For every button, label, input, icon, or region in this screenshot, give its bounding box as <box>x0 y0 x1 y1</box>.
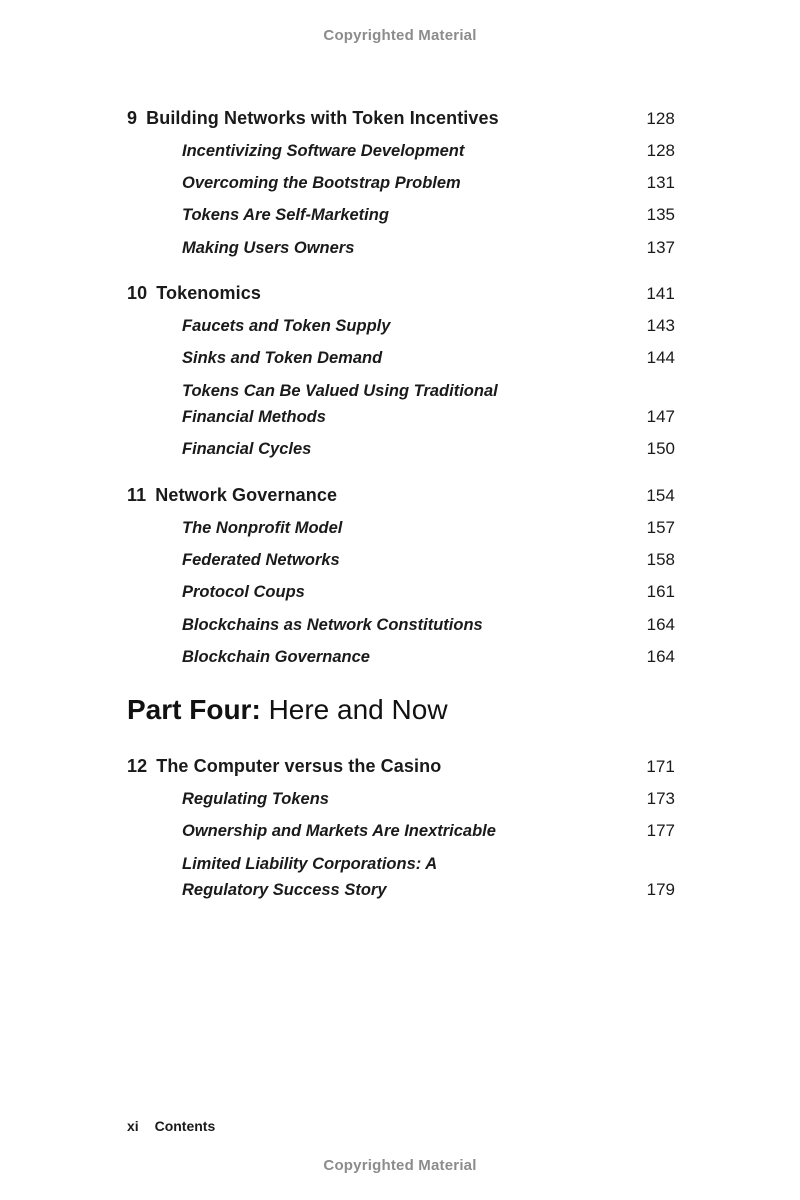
section-title: Limited Liability Corporations: A Regulatory Success Story <box>182 854 437 900</box>
section-title: Blockchain Governance <box>182 647 370 666</box>
section-title: Incentivizing Software Development <box>182 141 465 160</box>
chapter-heading-row <box>127 104 675 132</box>
section-title: Regulating Tokens <box>182 790 329 809</box>
section-row <box>182 515 675 542</box>
section-row <box>182 786 675 813</box>
page-footer <box>127 1118 215 1134</box>
section-title: Federated Networks <box>182 550 340 569</box>
section-row <box>182 235 675 262</box>
chapter-entry <box>127 481 675 670</box>
chapter-title: The Computer versus the Casino <box>156 756 442 777</box>
section-title: Financial Cycles <box>182 440 312 459</box>
chapter-heading <box>127 481 337 509</box>
section-title: Tokens Are Self-Marketing <box>182 206 389 225</box>
section-row <box>182 579 675 606</box>
chapter-heading <box>127 752 441 780</box>
chapter-entry <box>127 104 675 261</box>
chapter-number: 11 <box>127 484 147 505</box>
chapter-number: 12 <box>127 756 148 777</box>
section-page-number: 173 <box>646 789 675 809</box>
chapter-page-number: 154 <box>646 485 675 505</box>
section-title: The Nonprofit Model <box>182 518 343 537</box>
section-row <box>182 202 675 229</box>
section-row <box>182 138 675 165</box>
section-page-number: 131 <box>646 173 675 193</box>
chapter-entry <box>127 279 675 463</box>
section-page-number: 164 <box>646 646 675 666</box>
section-page-number: 144 <box>646 348 675 368</box>
chapter-entry <box>127 752 675 903</box>
section-row <box>182 612 675 639</box>
section-page-number: 179 <box>646 880 675 900</box>
section-title: Blockchains as Network Constitutions <box>182 615 483 634</box>
section-row <box>182 313 675 340</box>
section-row <box>182 818 675 845</box>
chapter-heading <box>127 104 499 132</box>
section-row <box>182 547 675 574</box>
chapter-page-number: 141 <box>646 284 675 304</box>
section-page-number: 157 <box>646 517 675 537</box>
section-page-number: 161 <box>646 582 675 602</box>
section-row <box>182 378 675 431</box>
chapter-heading-row <box>127 279 675 307</box>
watermark-bottom: Copyrighted Material <box>323 1157 477 1174</box>
section-row <box>182 644 675 671</box>
watermark-top: Copyrighted Material <box>323 27 477 44</box>
section-page-number: 143 <box>646 315 675 335</box>
section-page-number: 137 <box>646 237 675 257</box>
section-row <box>182 170 675 197</box>
chapter-heading <box>127 279 261 307</box>
chapter-title: Tokenomics <box>156 283 261 304</box>
section-page-number: 147 <box>646 407 675 427</box>
part-heading <box>127 692 675 728</box>
section-row <box>182 851 675 904</box>
folio-number: xi <box>127 1118 139 1134</box>
chapter-title: Building Networks with Token Incentives <box>146 108 499 128</box>
chapter-heading-row <box>127 481 675 509</box>
table-of-contents <box>127 104 675 904</box>
part-label: Part Four: <box>127 694 261 726</box>
section-title: Faucets and Token Supply <box>182 316 391 335</box>
chapters-after-part <box>127 752 675 903</box>
section-page-number: 177 <box>646 821 675 841</box>
chapter-heading-row <box>127 752 675 780</box>
chapter-page-number: 171 <box>646 757 675 777</box>
section-page-number: 150 <box>646 439 675 459</box>
section-title: Sinks and Token Demand <box>182 349 383 368</box>
chapter-number: 9 <box>127 108 138 128</box>
chapter-page-number: 128 <box>646 109 675 128</box>
section-row <box>182 345 675 372</box>
chapter-number: 10 <box>127 283 148 304</box>
chapter-title: Network Governance <box>155 484 338 505</box>
section-page-number: 158 <box>646 549 675 569</box>
section-page-number: 164 <box>646 614 675 634</box>
section-page-number: 128 <box>646 140 675 160</box>
section-title: Protocol Coups <box>182 583 305 602</box>
section-title: Making Users Owners <box>182 238 355 257</box>
section-title: Ownership and Markets Are Inextricable <box>182 822 496 841</box>
section-page-number: 135 <box>646 205 675 225</box>
section-row <box>182 436 675 463</box>
chapters-before-part <box>127 104 675 670</box>
section-title: Tokens Can Be Valued Using Traditional Financial Methods <box>182 381 498 427</box>
running-footer-label: Contents <box>154 1118 216 1134</box>
part-title: Here and Now <box>268 694 448 726</box>
section-title: Overcoming the Bootstrap Problem <box>182 174 461 193</box>
